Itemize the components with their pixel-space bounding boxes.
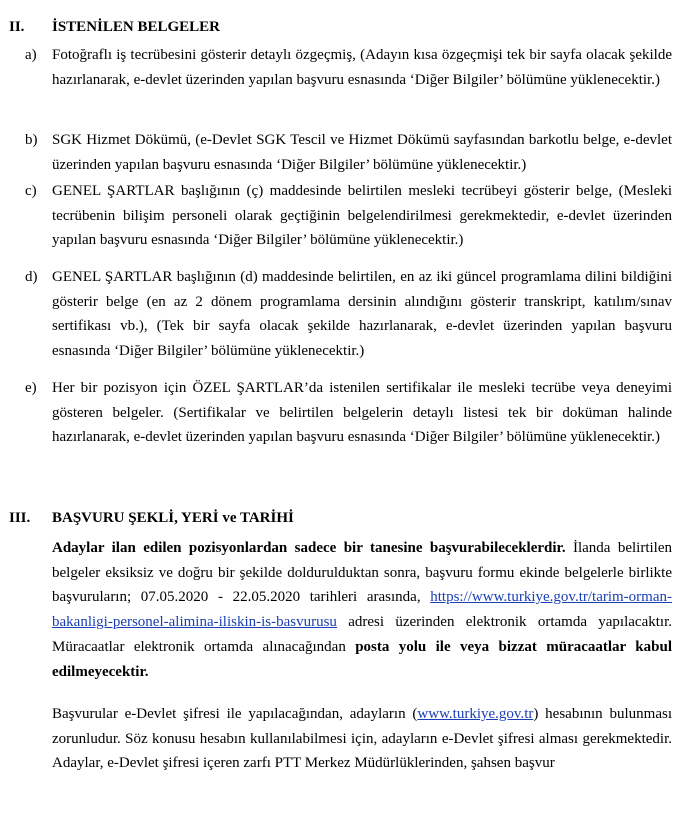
paragraph-text: ) hesabının bulunması zorunludur. Söz konusu hesabın kullanılabilmesi için, adayların e-Devlet şifresi alması gerekmektedir. Adaylar, e-Devlet şifresi içeren zarfı PTT Merkez Müdürlüklerinden, şahsen başvur — [52, 706, 672, 772]
item-text: SGK Hizmet Dökümü, (e-Devlet SGK Tescil ve Hizmet Dökümü sayfasından barkotlu belge, e-devlet üzerinden yapılan başvuru esnasında ‘Diğer Bilgiler’ bölümüne yüklenecektir.) — [52, 132, 672, 173]
item-letter: c) — [25, 183, 37, 199]
section-title: BAŞVURU ŞEKLİ, YERİ ve TARİHİ — [52, 510, 294, 526]
item-text: Fotoğraflı iş tecrübesini gösterir detaylı özgeçmiş, (Adayın kısa özgeçmişi tek bir sayfa olacak şekilde hazırlanarak, e-devlet üzerinden yapılan başvuru esnasında ‘Diğer Bilgiler’ bölümüne yüklenecektir.) — [52, 47, 672, 88]
item-text: Her bir pozisyon için ÖZEL ŞARTLAR’da istenilen sertifikalar ile mesleki tecrübe veya deneyimi gösteren belgeler. (Sertifikalar ve belirtilen belgelerin detaylı listesi tek bir doküman halinde hazırlanarak, e-devlet üzerinden yapılan başvuru esnasında ‘Diğer Bilgiler’ bölümüne yüklenecektir.) — [52, 380, 672, 446]
bold-intro: Adaylar ilan edilen pozisyonlardan sadece bir tanesine başvurabileceklerdir. — [52, 540, 566, 556]
paragraph-text: Başvurular e-Devlet şifresi ile yapılacağından, adayların ( — [52, 706, 418, 722]
section-number: II. — [9, 19, 25, 35]
paragraph-text: adresi üzerinden elektronik ortamda yapılacaktır. Müracaatlar elektronik ortamda alınacağından — [52, 614, 672, 655]
item-text: GENEL ŞARTLAR başlığının (ç) maddesinde belirtilen mesleki tecrübeyi gösterir belge, (Mesleki tecrübenin bilişim personeli olarak geçtiğinin belgelendirilmesi gerekmektedir, e-devlet üzerinden yapılan başvuru esnasında ‘Diğer Bilgiler’ bölümüne yüklenecektir.) — [52, 183, 672, 249]
item-letter: e) — [25, 380, 37, 396]
bold-outro: posta yolu ile veya bizzat müracaatlar kabul edilmeyecektir. — [52, 638, 672, 680]
item-letter: d) — [25, 269, 38, 285]
item-letter: a) — [25, 47, 37, 63]
item-text: GENEL ŞARTLAR başlığının (d) maddesinde belirtilen, en az iki güncel programlama dilini bildiğini gösterir belge (en az 2 dönem programlama dersinin alındığını gösterir transkript, katılım/sınav sertifikası vb.), (Tek bir sayfa olacak şekilde hazırlanarak, e-devlet üzerinden yapılan başvuru esnasında ‘Diğer Bilgiler’ bölümüne yüklenecektir.) — [52, 269, 672, 360]
paragraph-edevlet — [52, 702, 672, 776]
paragraph-application-dates — [52, 536, 672, 684]
section-number: III. — [9, 510, 31, 526]
turkiye-link[interactable]: www.turkiye.gov.tr — [417, 706, 534, 722]
section-title: İSTENİLEN BELGELER — [52, 19, 220, 35]
application-link[interactable]: https://www.turkiye.gov.tr/tarim-orman-bakanligi-personel-alimina-iliskin-is-basvurusu — [52, 589, 672, 631]
item-letter: b) — [25, 132, 38, 148]
paragraph-text: İlanda belirtilen belgeler eksiksiz ve doğru bir şekilde doldurulduktan sonra, başvuru formu ekinde belgelerle birlikte başvuruların; 07.05.2020 - 22.05.2020 tarihleri arasında, — [52, 540, 672, 606]
